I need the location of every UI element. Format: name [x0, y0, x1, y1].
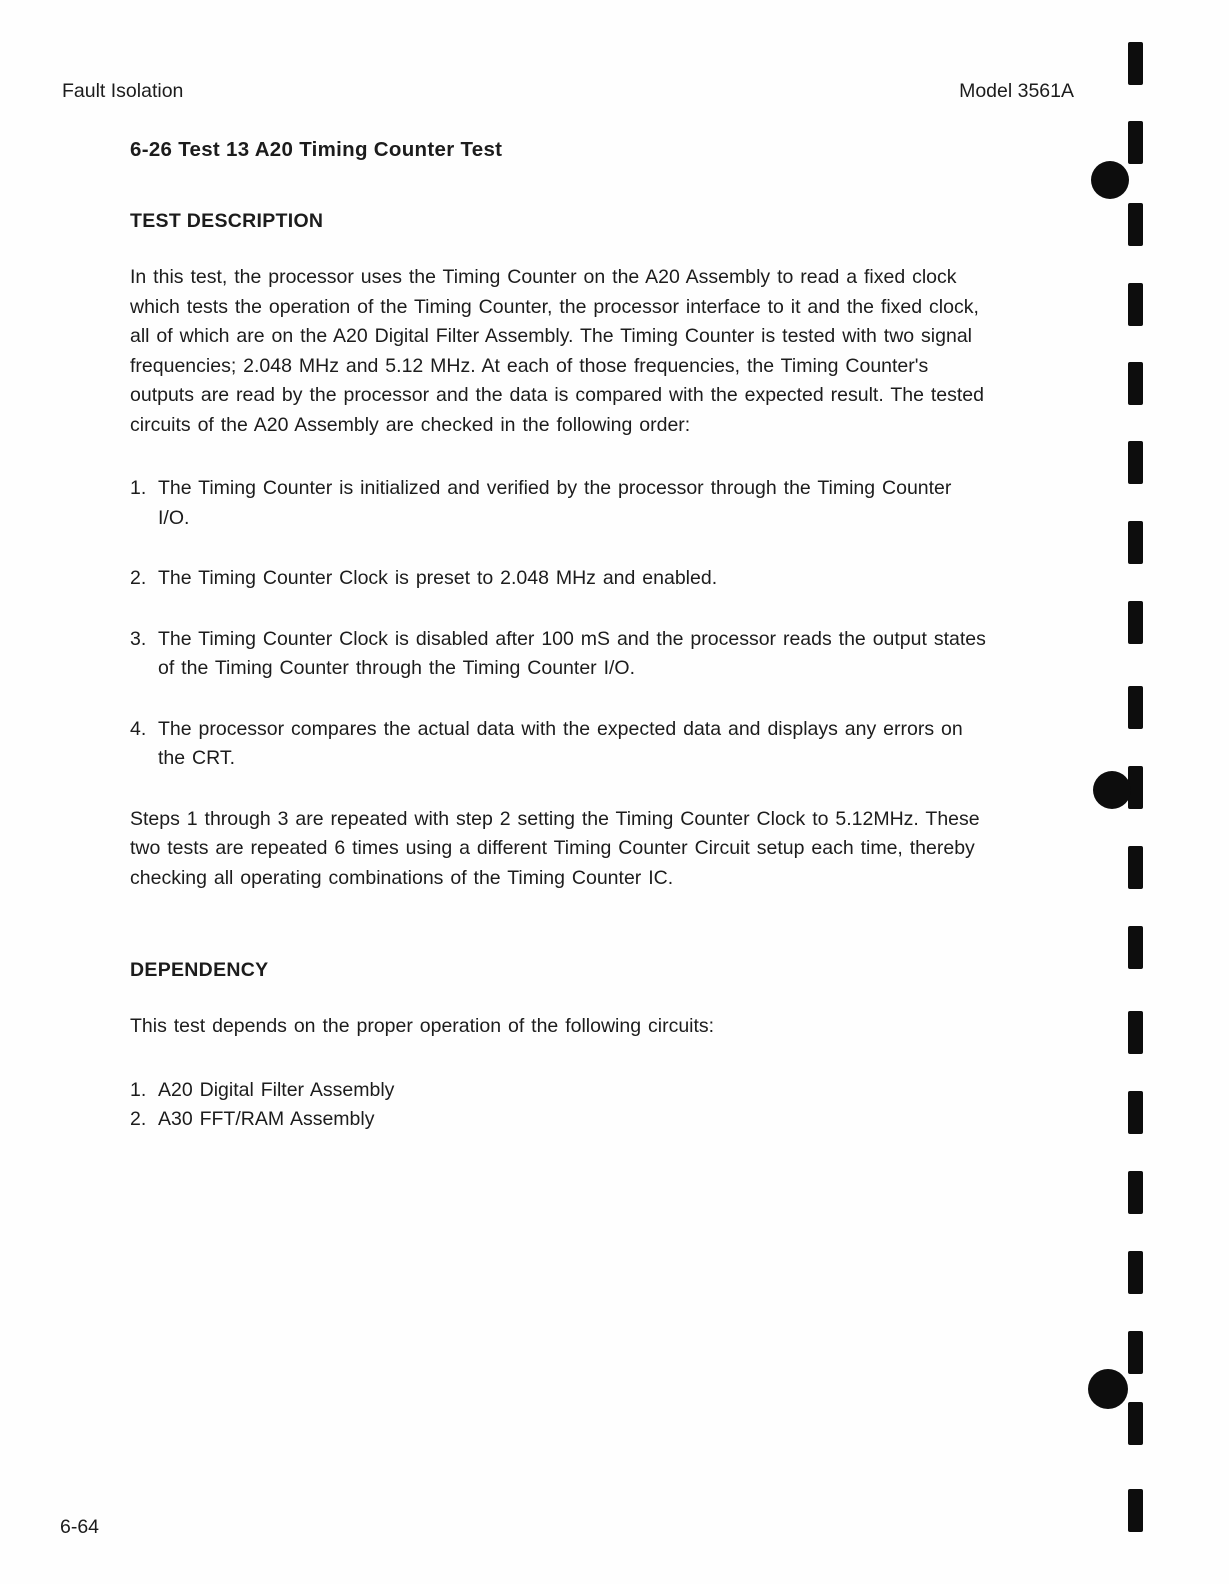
dependency-paragraph: This test depends on the proper operation of the following circuits: — [130, 1015, 715, 1037]
binding-mark-icon — [1128, 601, 1143, 644]
list-text: A20 Digital Filter Assembly — [158, 1078, 395, 1101]
punch-hole-icon — [1091, 161, 1129, 199]
dependency-list — [130, 1076, 988, 1135]
test-description-paragraph-2: Steps 1 through 3 are repeated with step 2 setting the Timing Counter Clock to 5.12MHz. These two tests are repeated 6 times using a different Timing Counter Circuit setup each time, thereby checking all operating combinations of the Timing Counter IC. — [130, 807, 980, 889]
list-text: The Timing Counter is initialized and verified by the processor through the Timing Counter I/O. — [158, 477, 952, 529]
list-number: 1. — [130, 1078, 147, 1101]
binding-mark-icon — [1128, 846, 1143, 889]
list-number: 2. — [130, 1108, 147, 1130]
binding-mark-icon — [1128, 1171, 1143, 1214]
list-text: The Timing Counter Clock is disabled after 100 mS and the processor reads the output states of the Timing Counter through the Timing Counter I/O. — [158, 627, 986, 679]
list-number: 1. — [130, 477, 147, 499]
running-header — [62, 80, 1074, 103]
dependency-heading: DEPENDENCY — [130, 959, 269, 981]
page-title: 6-26 Test 13 A20 Timing Counter Test — [130, 138, 503, 161]
binding-mark-icon — [1128, 1331, 1143, 1374]
binding-mark-icon — [1128, 926, 1143, 969]
dependency-section — [130, 959, 988, 1135]
list-item — [130, 625, 988, 684]
list-text: The processor compares the actual data with the expected data and displays any errors on the CRT. — [158, 717, 963, 769]
list-item — [130, 1105, 988, 1135]
list-item — [130, 1076, 988, 1106]
list-text: A30 FFT/RAM Assembly — [158, 1108, 375, 1130]
list-item — [130, 564, 988, 594]
test-steps-list — [130, 474, 988, 774]
binding-mark-icon — [1128, 362, 1143, 405]
binding-mark-icon — [1128, 1011, 1143, 1054]
list-number: 2. — [130, 567, 147, 589]
header-model-number: Model 3561A — [959, 80, 1074, 102]
binding-mark-icon — [1128, 42, 1143, 85]
binding-mark-icon — [1128, 1402, 1143, 1445]
header-section-title: Fault Isolation — [62, 80, 184, 102]
binding-mark-icon — [1128, 203, 1143, 246]
binding-mark-icon — [1128, 521, 1143, 564]
binding-mark-icon — [1128, 686, 1143, 729]
footer-page-number: 6-64 — [60, 1516, 100, 1538]
list-number: 3. — [130, 627, 147, 650]
list-item — [130, 715, 988, 774]
binding-mark-icon — [1128, 1251, 1143, 1294]
binding-mark-icon — [1128, 441, 1143, 484]
punch-hole-icon — [1093, 771, 1131, 809]
list-item — [130, 474, 988, 533]
binding-mark-icon — [1128, 1091, 1143, 1134]
punch-hole-icon — [1088, 1369, 1128, 1409]
binding-mark-icon — [1128, 121, 1143, 164]
binding-mark-icon — [1128, 1489, 1143, 1532]
page-content — [130, 138, 988, 1143]
test-description-heading: TEST DESCRIPTION — [130, 210, 324, 232]
binding-mark-icon — [1128, 283, 1143, 326]
list-number: 4. — [130, 717, 147, 740]
test-description-paragraph: In this test, the processor uses the Timing Counter on the A20 Assembly to read a fixed clock which tests the operation of the Timing Counter, the processor interface to it and the fixed clock, all of which are on the A20 Digital Filter Assembly. The Timing Counter is tested with two signal frequencies; 2.048 MHz and 5.12 MHz. At each of those frequencies, the Timing Counter's outputs are read by the processor and the data is compared with the expected result. The tested circuits of the A20 Assembly are checked in the following order: — [130, 266, 984, 436]
list-text: The Timing Counter Clock is preset to 2.048 MHz and enabled. — [158, 567, 718, 589]
